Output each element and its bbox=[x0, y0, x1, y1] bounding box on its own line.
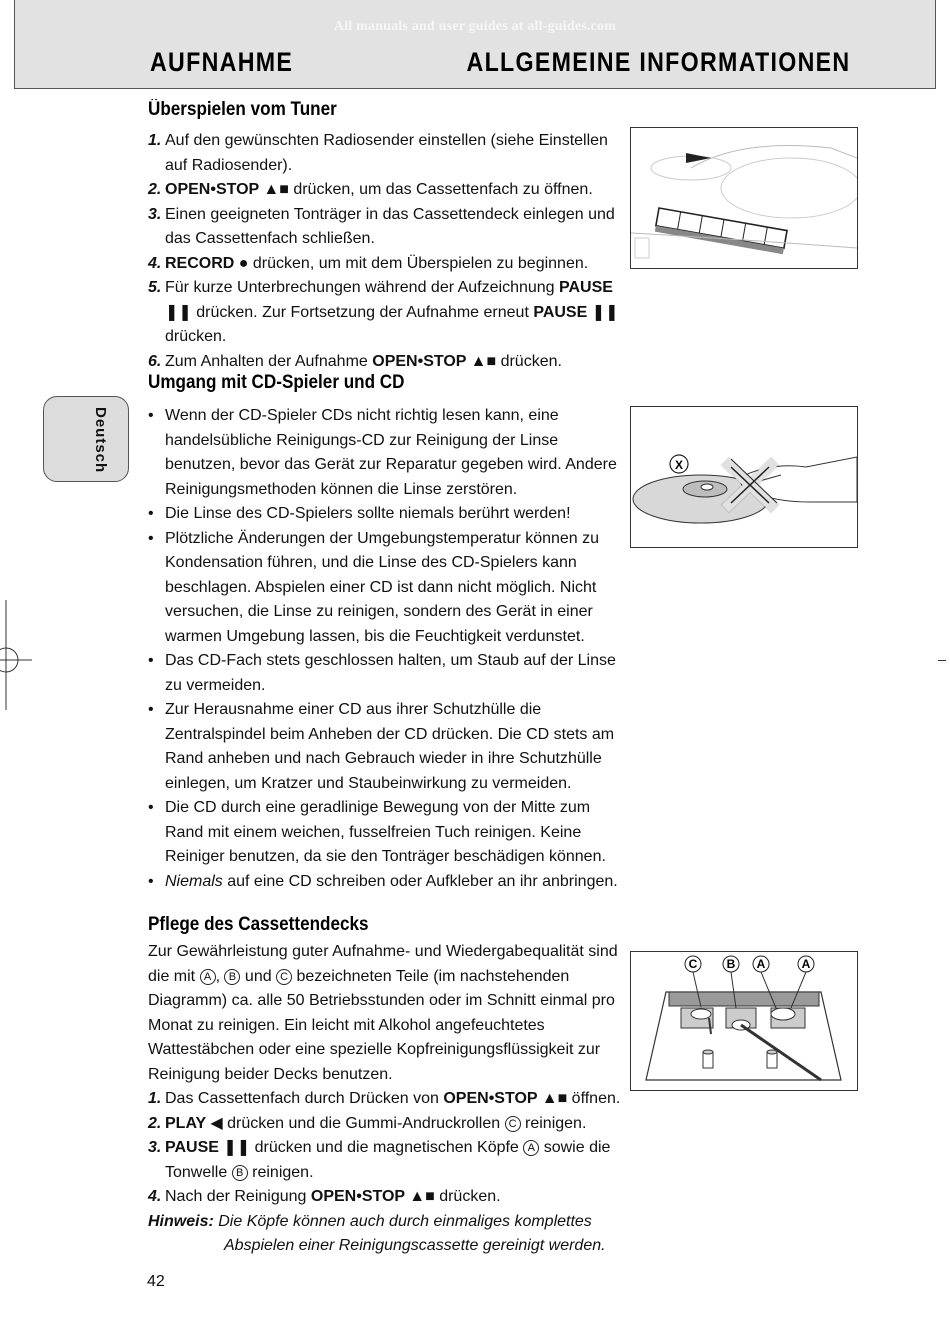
tuner-step: 5. Für kurze Unterbrechungen während der Aufzeichnung PAUSE ❚❚ drücken. Zur Fortsetzung der Aufnahme erneut PAUSE ❚❚ drücken. bbox=[148, 279, 619, 345]
page-number: 42 bbox=[147, 1273, 165, 1290]
cd-bullet: • Die CD durch eine geradlinige Bewegung von der Mitte zum Rand mit einem weichen, fusselfreien Tuch reinigen. Keine Reiniger benutzen, da sie den Tonträger beschädigen können. bbox=[148, 799, 606, 865]
registration-tick-right bbox=[938, 660, 946, 661]
figure-cd-label: X bbox=[674, 458, 684, 472]
deck-step: 4. Nach der Reinigung OPEN•STOP ▲■ drücken. bbox=[148, 1188, 501, 1205]
figure-cd-lens bbox=[630, 406, 858, 548]
deck-text bbox=[148, 940, 628, 1259]
tuner-step: 4. RECORD ● drücken, um mit dem Überspielen zu beginnen. bbox=[148, 254, 589, 272]
figure-cassette-buttons bbox=[630, 127, 858, 269]
tuner-steps bbox=[148, 129, 628, 374]
figure-deck-label-a1: A bbox=[756, 957, 766, 971]
deck-step: 3. PAUSE ❚❚ drücken und die magnetischen Köpfe A sowie die Tonwelle B reinigen. bbox=[148, 1139, 611, 1181]
tuner-step: 2. OPEN•STOP ▲■ drücken, um das Cassettenfach zu öffnen. bbox=[148, 181, 593, 198]
deck-intro: Zur Gewährleistung guter Aufnahme- und Wiedergabequalität sind die mit A , B und C bezeichneten Teile (im nachstehenden Diagramm) ca. alle 50 Betriebsstunden oder im Schnitt einmal pro Monat zu reinigen. Ein leicht mit Alkohol angefeuchtetes Wattestäbchen oder eine spezielle Kopfreinigungsflüssigkeit zur Reinigung beider Decks benutzen. bbox=[148, 943, 618, 1083]
button-row bbox=[655, 208, 787, 254]
cd-bullet: • Wenn der CD-Spieler CDs nicht richtig lesen kann, eine handelsübliche Reinigungs-CD zur Reinigung der Linse benutzen, bevor das Gerät zur Reparatur gegeben wird. Andere Reinigungsmethoden können die Linse zerstören. bbox=[148, 407, 617, 498]
cd-bullet: • Die Linse des CD-Spielers sollte niemals berührt werden! bbox=[148, 505, 571, 522]
cd-bullet: • Plötzliche Änderungen der Umgebungstemperatur können zu Kondensation führen, und die Linse des CD-Spielers kann beschlagen. Abspielen einer CD ist dann nicht möglich. Nicht versuchen, die Linse zu reinigen, sondern des Gerät in einer warmen Umgebung lassen, bis die Feuchtigkeit verdunstet. bbox=[148, 529, 600, 645]
header-left-title: AUFNAHME bbox=[150, 47, 294, 77]
cd-bullet: • Niemals auf eine CD schreiben oder Aufkleber an ihr anbringen. bbox=[148, 872, 618, 890]
language-tab-label: Deutsch bbox=[92, 407, 109, 474]
tuner-step: 1. Auf den gewünschten Radiosender einstellen (siehe Einstellen auf Radiosender). bbox=[148, 132, 608, 174]
cd-bullet: • Das CD-Fach stets geschlossen halten, um Staub auf der Linse zu vermeiden. bbox=[148, 652, 616, 694]
cd-bullets bbox=[148, 404, 628, 894]
deck-note-cont: Abspielen einer Reinigungscassette gereinigt werden. bbox=[224, 1237, 606, 1254]
section-title-cd: Umgang mit CD-Spieler und CD bbox=[148, 372, 405, 393]
section-title-deck: Pflege des Cassettendecks bbox=[148, 914, 369, 935]
figure-deck-label-c: C bbox=[688, 957, 698, 971]
language-tab bbox=[43, 396, 129, 482]
figure-deck-label-a2: A bbox=[801, 957, 811, 971]
cd-bullet: • Zur Herausnahme einer CD aus ihrer Schutzhülle die Zentralspindel beim Anheben der CD drücken. Die CD stets am Rand anheben und nach Gebrauch wieder in ihre Schutzhülle einlegen, um Kratzer und Staubeinwirkung zu vermeiden. bbox=[148, 701, 615, 792]
header-right-title: ALLGEMEINE INFORMATIONEN bbox=[466, 47, 850, 77]
deck-step: 2. PLAY ◀ drücken und die Gummi-Andruckrollen C reinigen. bbox=[148, 1114, 587, 1132]
tuner-step: 3. Einen geeigneten Tonträger in das Cassettendeck einlegen und das Cassettenfach schließen. bbox=[148, 205, 615, 247]
registration-mark-left bbox=[0, 600, 40, 710]
deck-note: Hinweis: Die Köpfe können auch durch einmaliges komplettes bbox=[148, 1212, 592, 1230]
section-title-tuner: Überspielen vom Tuner bbox=[148, 99, 337, 120]
figure-cassette-deck bbox=[630, 951, 858, 1091]
tuner-step: 6. Zum Anhalten der Aufnahme OPEN•STOP ▲■ drücken. bbox=[148, 352, 562, 370]
watermark: All manuals and user guides at all-guides.com bbox=[333, 19, 617, 34]
figure-deck-label-b: B bbox=[726, 957, 736, 971]
deck-step: 1. Das Cassettenfach durch Drücken von OPEN•STOP ▲■ öffnen. bbox=[148, 1090, 621, 1107]
